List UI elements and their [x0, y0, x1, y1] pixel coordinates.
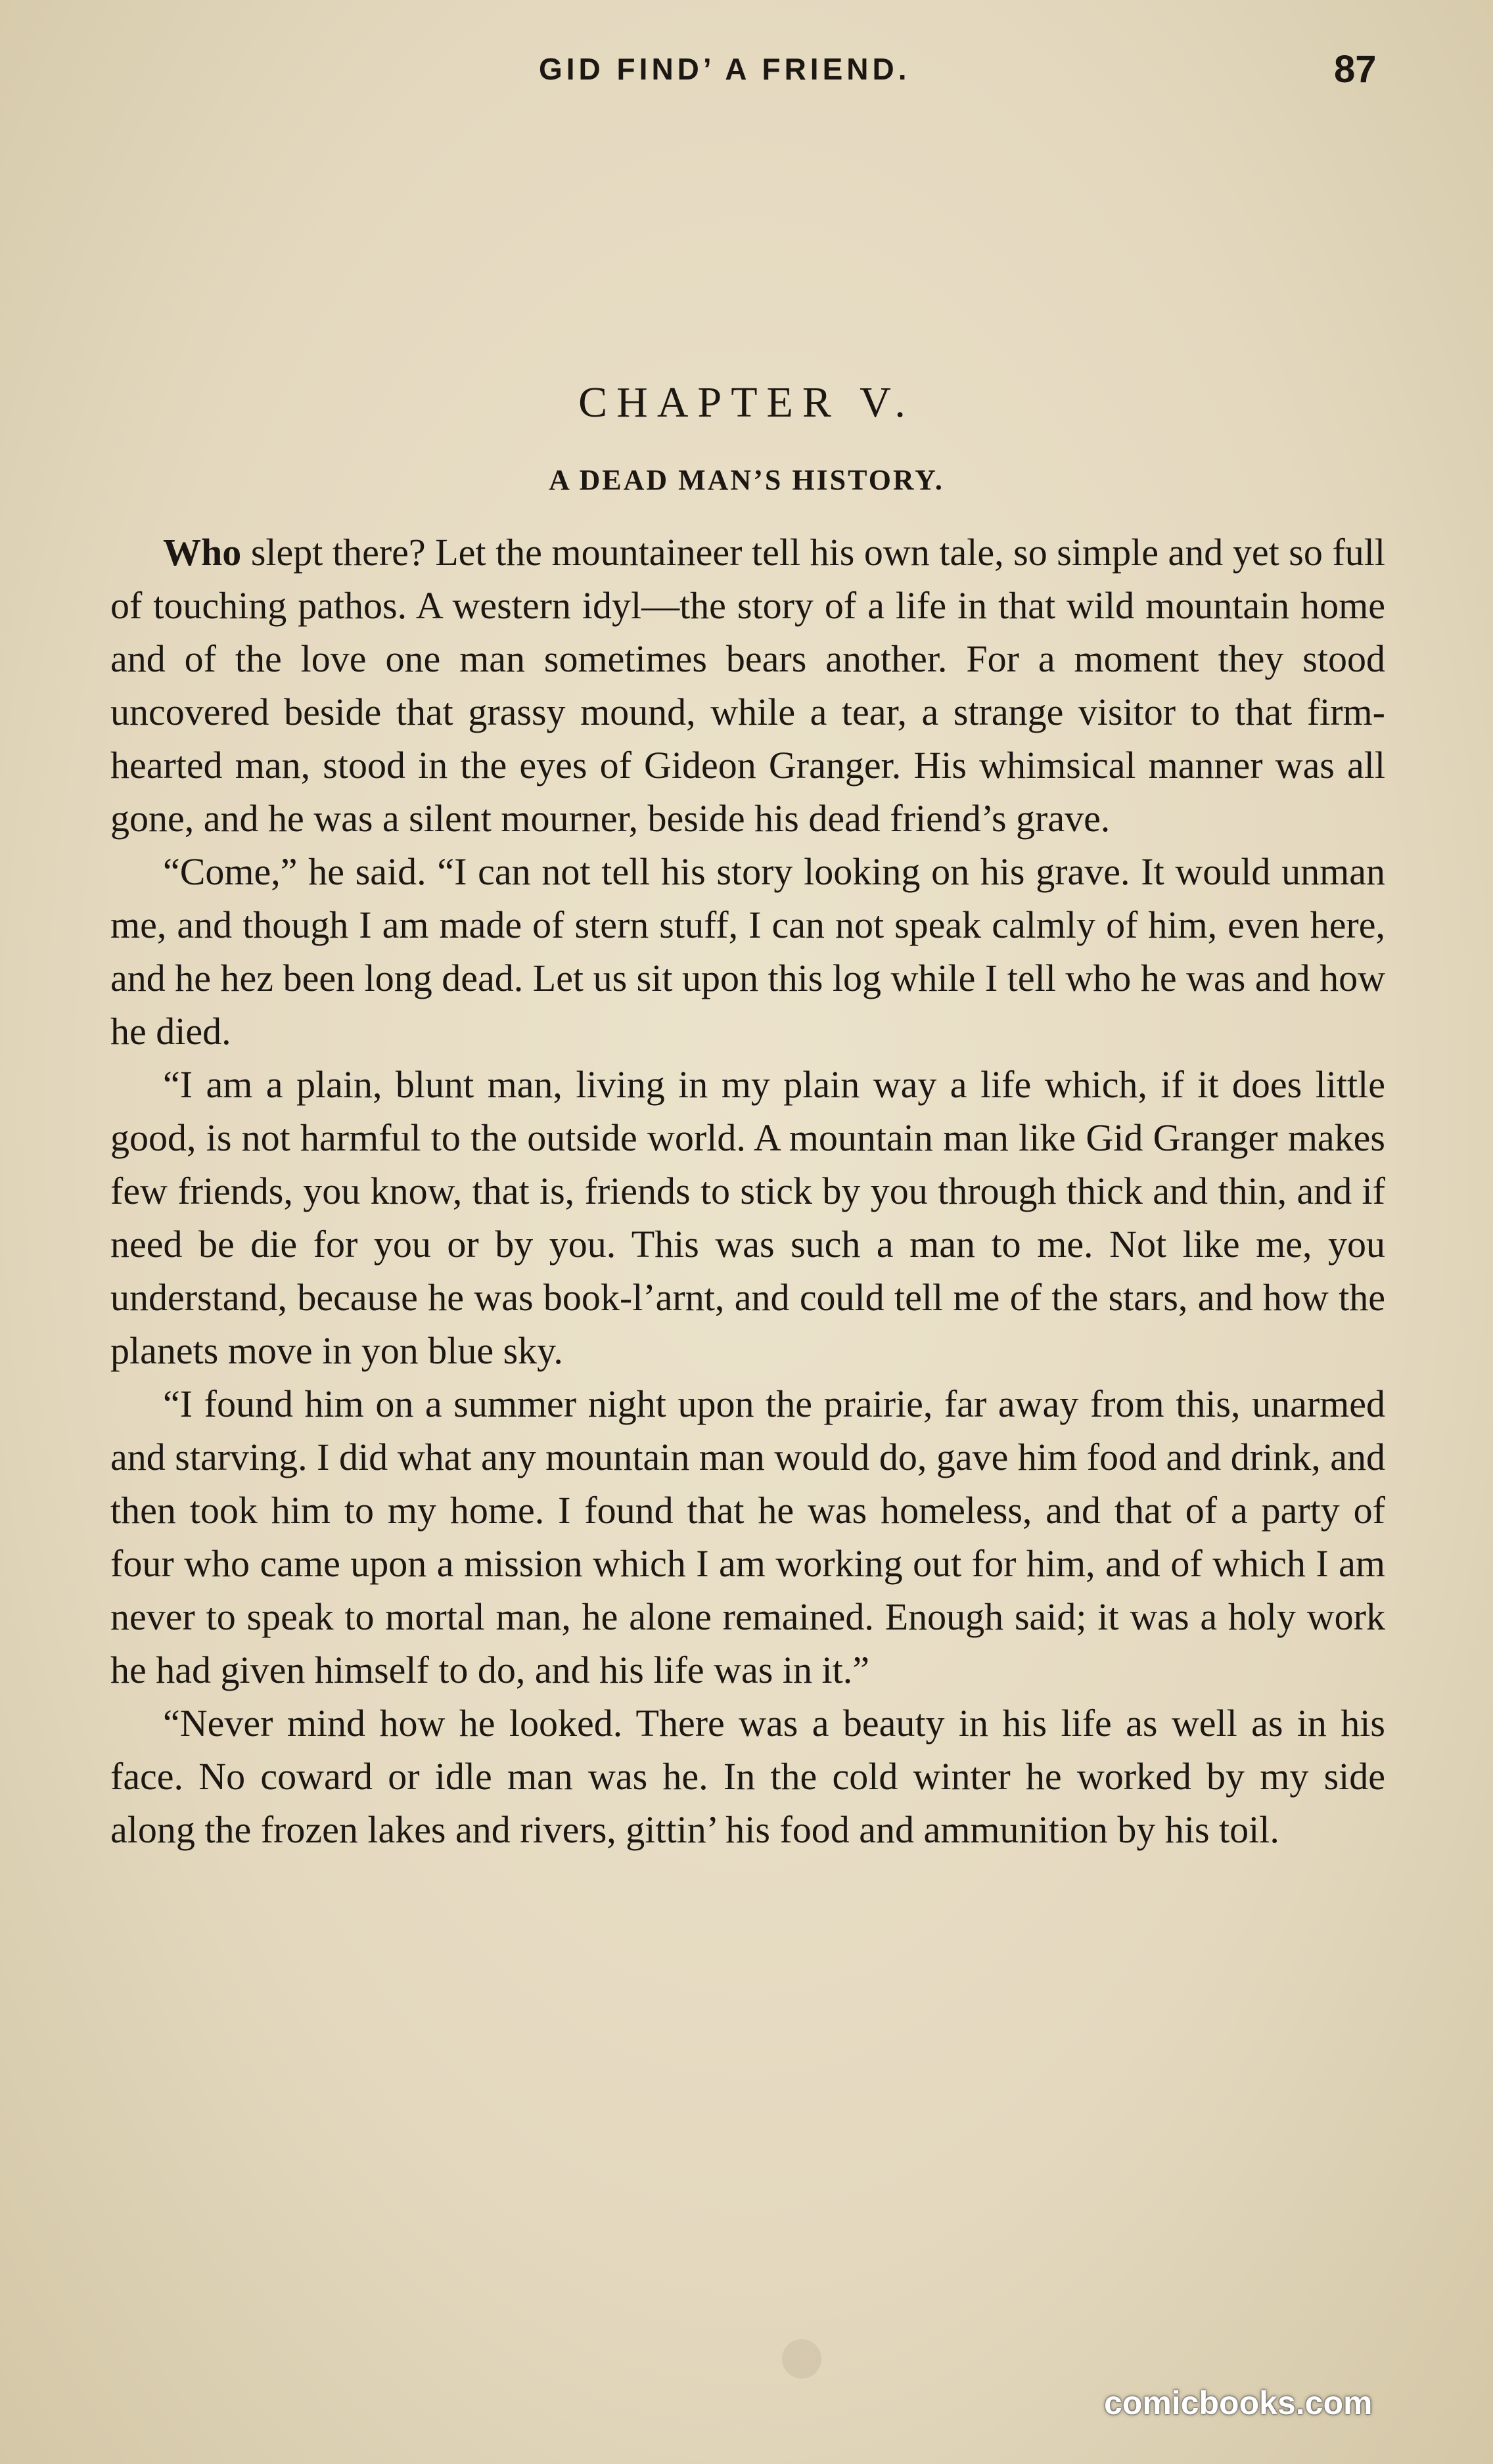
paragraph [110, 1697, 1385, 1856]
watermark: comicbooks.com [1104, 2384, 1373, 2421]
paper-stain [782, 2339, 821, 2379]
chapter-subtitle: A DEAD MAN’S HISTORY. [549, 464, 944, 496]
lead-word: Who [163, 531, 242, 574]
running-head [0, 48, 1493, 97]
running-title: GID FIND’ A FRIEND. [539, 52, 911, 86]
body-text [110, 526, 1385, 1856]
paragraph-text: slept there? Let the mountaineer tell his own tale, so simple and yet so full of touching pathos. A western idyl—the story of a life in that wild mountain home and of the love one man sometimes bears another. For a moment they stood uncovered beside that grassy mound, while a tear, a strange visitor to that firm-hearted man, stood in the eyes of Gideon Granger. His whimsical manner was all gone, and he was a silent mourner, beside his dead friend’s grave. [110, 531, 1385, 840]
page-number: 87 [1334, 48, 1377, 91]
paragraph-text: “I am a plain, blunt man, living in my plain way a life which, if it does little good, is not harmful to the outside world. A mountain man like Gid Granger makes few friends, you know, that is, friends to stick by you through thick and thin, and if need be die for you or by you. This was such a man to me. Not like me, you understand, because he was book-l’arnt, and could tell me of the stars, and how the planets move in yon blue sky. [110, 1063, 1385, 1372]
chapter-heading: CHAPTER V. [578, 378, 915, 426]
paragraph-text: “Never mind how he looked. There was a beauty in his life as well as in his face. No coward or idle man was he. In the cold winter he worked by my side along the frozen lakes and rivers, gittin’ his food and ammunition by his toil. [110, 1702, 1385, 1851]
paragraph [110, 845, 1385, 1058]
paragraph-text: “I found him on a summer night upon the prairie, far away from this, unarmed and starving. I did what any mountain man would do, gave him food and drink, and then took him to my home. I found that he was homeless, and that of a party of four who came upon a mission which I am working out for him, and of which I am never to speak to mortal man, he alone remained. Enough said; it was a holy work he had given himself to do, and his life was in it.” [110, 1382, 1385, 1691]
paragraph [110, 1377, 1385, 1697]
paragraph [110, 1058, 1385, 1377]
paragraph-text: “Come,” he said. “I can not tell his story looking on his grave. It would unman me, and though I am made of stern stuff, I can not speak calmly of him, even here, and he hez been long dead. Let us sit upon this log while I tell who he was and how he died. [110, 850, 1385, 1053]
paragraph [110, 526, 1385, 845]
